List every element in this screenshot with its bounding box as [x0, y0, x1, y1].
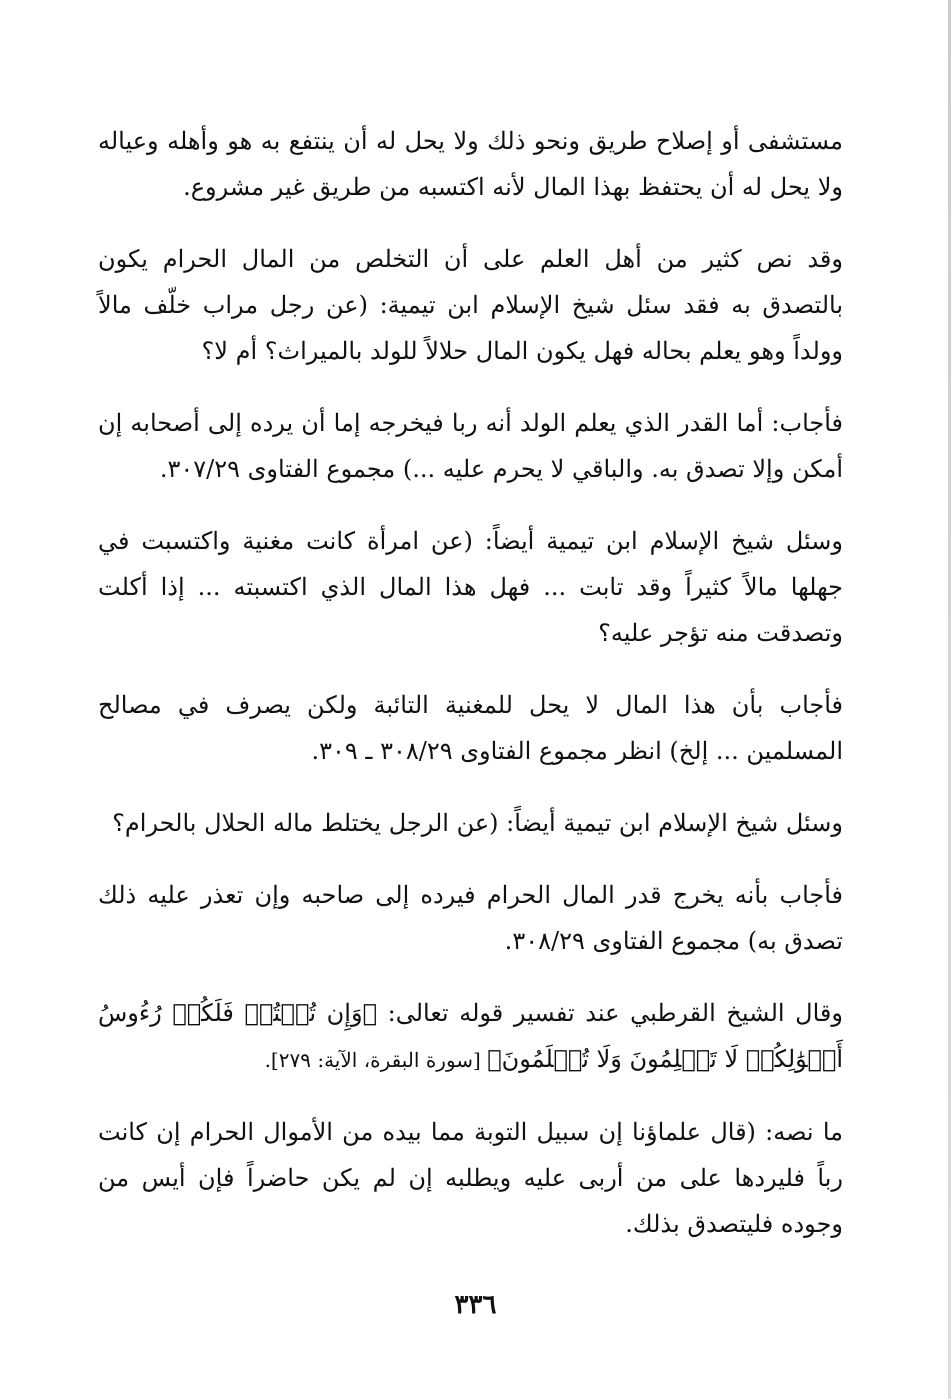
page-content [98, 118, 843, 1247]
surah-citation: [سورة البقرة، الآية: ٢٧٩]. [264, 1048, 488, 1072]
paragraph-1: مستشفى أو إصلاح طريق ونحو ذلك ولا يحل له أن ينتفع به هو وأهله وعياله ولا يحل له أن يحتفظ بهذا المال لأنه اكتسبه من طريق غير مشروع. [98, 127, 843, 201]
qurtubi-intro: وقال الشيخ القرطبي عند تفسير قوله تعالى: [376, 999, 843, 1027]
paragraph-5: فأجاب بأن هذا المال لا يحل للمغنية التائبة ولكن يصرف في مصالح المسلمين ... إلخ) انظر مجموع الفتاوى ٣٠٨/٢٩ ـ ٣٠٩. [98, 691, 844, 765]
page-number: ٣٣٦ [454, 1290, 497, 1320]
quran-verse: ﴿وَإِن تُبۡتُمۡ فَلَكُمۡ رُءُوسُ أَمۡوَٰلِكُمۡ لَا تَظۡلِمُونَ وَلَا تُظۡلَمُونَ﴾ [98, 999, 843, 1073]
paragraph-2: وقد نص كثير من أهل العلم على أن التخلص من المال الحرام يكون بالتصدق به فقد سئل شيخ الإسلام ابن تيمية: (عن رجل مراب خلّف مالاً وولداً وهو يعلم بحاله فهل يكون المال حلالاً للولد بالميراث؟ أم لا؟ [98, 245, 843, 365]
paragraph-6: وسئل شيخ الإسلام ابن تيمية أيضاً: (عن الرجل يختلط ماله الحلال بالحرام؟ [112, 809, 843, 837]
paragraph-3: فأجاب: أما القدر الذي يعلم الولد أنه ربا فيخرجه إما أن يرده إلى أصحابه إن أمكن وإلا تصدق به. والباقي لا يحرم عليه ...) مجموع الفتاوى ٣٠٧/٢٩. [98, 409, 843, 483]
final-paragraph: ما نصه: (قال علماؤنا إن سبيل التوبة مما بيده من الأموال الحرام إن كانت رباً فليردها على من أربى عليه ويطلبه إن لم يكن حاضراً فإن أيس من وجوده فليتصدق بذلك. [98, 1118, 843, 1238]
paragraph-4: وسئل شيخ الإسلام ابن تيمية أيضاً: (عن امرأة كانت مغنية واكتسبت في جهلها مالاً كثيراً وقد تابت ... فهل هذا المال الذي اكتسبته ... إذا أكلت وتصدقت منه تؤجر عليه؟ [98, 527, 843, 647]
qurtubi-paragraph [98, 990, 843, 1083]
paragraph-7: فأجاب بأنه يخرج قدر المال الحرام فيرده إلى صاحبه وإن تعذر عليه ذلك تصدق به) مجموع الفتاوى ٣٠٨/٢٩. [98, 881, 843, 955]
